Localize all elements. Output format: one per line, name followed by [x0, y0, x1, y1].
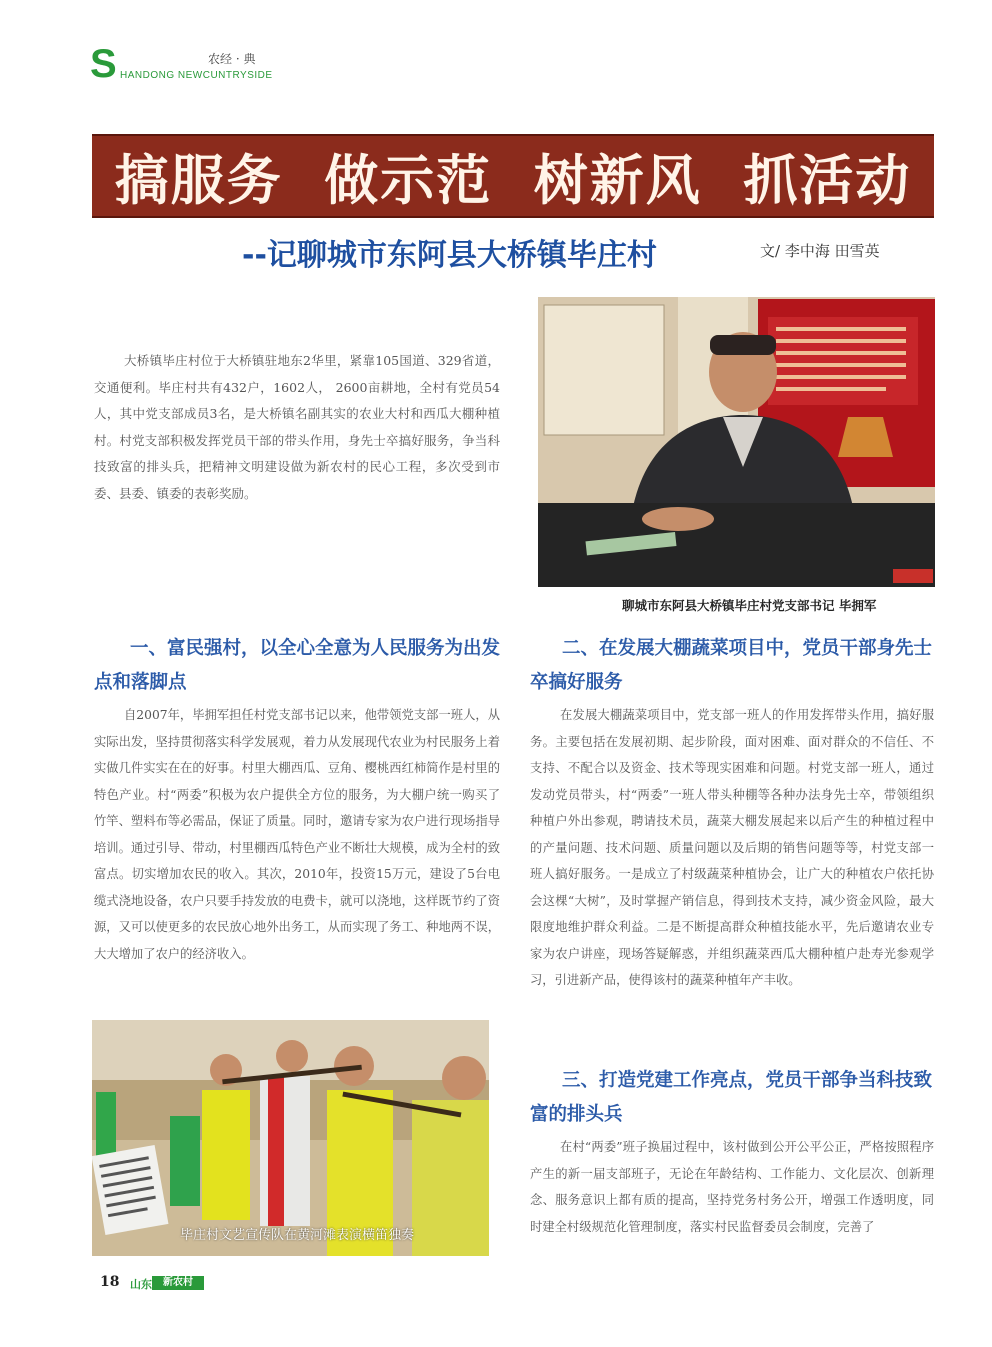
section-body-3: 在村“两委”班子换届过程中，该村做到公开公平公正，严格按照程序产生的新一届支部班子，无论在年龄结构、工作能力、文化层次、创新理念、服务意识上都有质的提高，坚持党务村务公开，增强工作透明度，同时建全村级规范化管理制度，落实村民监督委员会制度，完善了	[530, 1140, 934, 1234]
logo-tag: 农经 · 典	[208, 52, 256, 66]
section-heading-1: 一、富民强村，以全心全意为人民服务为出发点和落脚点	[94, 638, 501, 693]
magazine-logo	[90, 44, 280, 84]
byline: 文/ 李中海 田雪英	[760, 242, 880, 260]
logo-letter: S	[90, 42, 117, 86]
logo-text: HANDONG NEWCUNTRYSIDE	[120, 70, 273, 81]
photo-party-secretary	[538, 297, 935, 587]
performance-photo-illustration	[92, 1020, 489, 1256]
party-secretary-photo-illustration	[538, 297, 935, 587]
photo-performance	[92, 1020, 489, 1256]
page-number: 18	[100, 1274, 120, 1290]
title-banner	[92, 134, 934, 218]
article-title: 搞服务 做示范 树新风 抓活动	[114, 148, 912, 212]
footer-magazine-logo	[130, 1276, 204, 1290]
page-footer	[100, 1274, 220, 1294]
footer-logo-short: 山东	[130, 1279, 152, 1291]
footer-logo-name: 新农村	[152, 1276, 204, 1290]
article-subtitle: --记聊城市东阿县大桥镇毕庄村	[242, 238, 657, 273]
intro-paragraph: 大桥镇毕庄村位于大桥镇驻地东2华里，紧靠105国道、329省道，交通便利。毕庄村共有432户，1602人， 2600亩耕地，全村有党员54人，其中党支部成员3名，是大桥镇名副其实的农业大村和西瓜大棚种植村。村党支部积极发挥党员干部的带头作用，身先士卒搞好服务，争当科技致富的排头兵，把精神文明建设做为新农村的民心工程，多次受到市委、县委、镇委的表彰奖励。	[94, 353, 500, 501]
section-heading-3: 三、打造党建工作亮点，党员干部争当科技致富的排头兵	[530, 1070, 933, 1125]
section-body-1: 自2007年，毕拥军担任村党支部书记以来，他带领党支部一班人，从实际出发，坚持贯彻落实科学发展观，着力从发展现代农业为村民服务上着实做几件实实在在的好事。村里大棚西瓜、豆角、樱桃西红柿简作是村里的特色产业。村“两委”积极为农户提供全方位的服务，为大棚户统一购买了竹竿、塑料布等必需品，保证了质量。同时，邀请专家为农户进行现场指导培训。通过引导、带动，村里棚西瓜特色产业不断壮大规模，成为全村的致富点。切实增加农民的收入。其次，2010年，投资15万元，建设了5台电缆式浇地设备，农户只要手持发放的电费卡，就可以浇地，这样既节约了资源，又可以使更多的农民放心地外出务工，从而实现了务工、种地两不误，大大增加了农户的经济收入。	[94, 708, 500, 961]
photo1-caption: 聊城市东阿县大桥镇毕庄村党支部书记 毕拥军	[622, 598, 877, 613]
photo2-caption: 毕庄村文艺宣传队在黄河滩表演横笛独奏	[180, 1228, 415, 1243]
section-heading-2: 二、在发展大棚蔬菜项目中，党员干部身先士卒搞好服务	[530, 638, 933, 693]
section-body-2: 在发展大棚蔬菜项目中，党支部一班人的作用发挥带头作用，搞好服务。主要包括在发展初期、起步阶段，面对困难、面对群众的不信任、不支持、不配合以及资金、技术等现实困难和问题。村党支部一班人，通过发动党员带头，村“两委”一班人带头种棚等各种办法身先士卒，带领组织种植户外出参观，聘请技术员，蔬菜大棚发展起来以后产生的种植过程中的产量问题、技术问题、质量问题以及后期的销售问题等等，村党支部一班人搞好服务。一是成立了村级蔬菜种植协会，让广大的种植农户依托协会这棵“大树”，及时掌握产销信息，得到技术支持，减少资金风险，最大限度地维护群众利益。二是不断提高群众种植技能水平，先后邀请农业专家为农户讲座，现场答疑解惑，并组织蔬菜西瓜大棚种植户赴寿光参观学习，引进新产品，使得该村的蔬菜种植年产丰收。	[530, 708, 934, 987]
